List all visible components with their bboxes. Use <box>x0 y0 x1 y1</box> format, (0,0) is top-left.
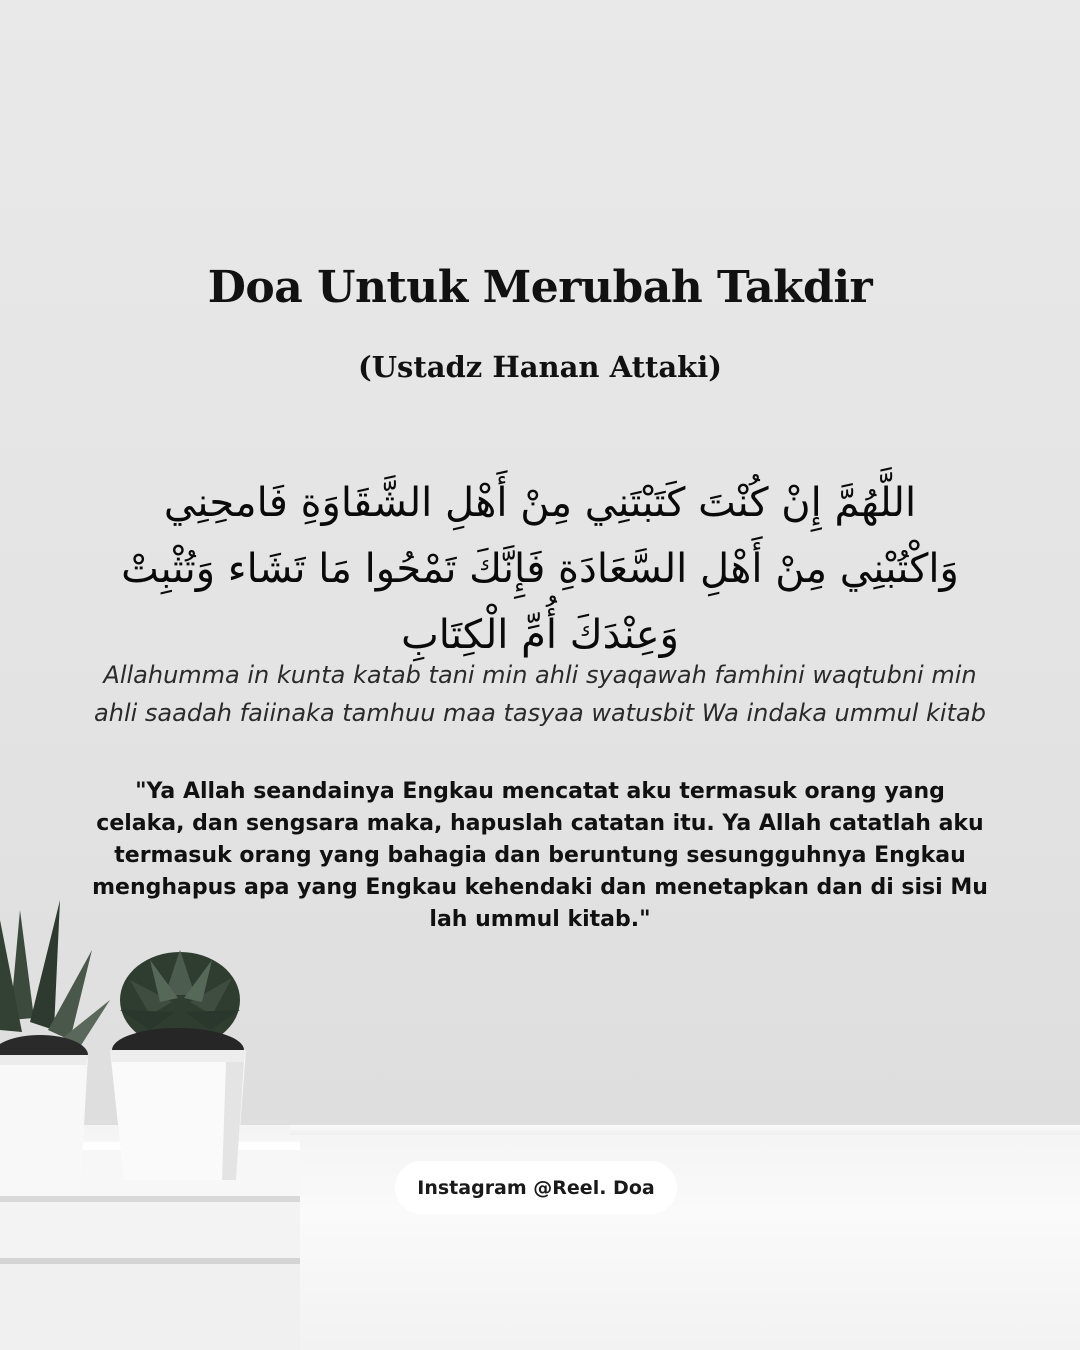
succulent-plant-icon <box>110 950 246 1180</box>
translation-text: "Ya Allah seandainya Engkau mencatat aku termasuk orang yang celaka, dan sengsara maka, hapuslah catatan itu. Ya Allah catatlah aku termasuk orang yang bahagia dan beruntung sesungguhnya Engkau menghapus apa yang Engkau kehendaki dan menetapkan dan di sisi Mu lah ummul kitab." <box>92 779 988 932</box>
page-subtitle: (Ustadz Hanan Attaki) <box>357 350 722 384</box>
page-title: Doa Untuk Merubah Takdir <box>207 262 873 313</box>
plants-illustration <box>0 890 320 1350</box>
transliteration-text: Allahumma in kunta katab tani min ahli syaqawah famhini waqtubni min ahli saadah faiinaka tamhuu maa tasyaa watusbit Wa indaka ummul kitab <box>94 661 986 727</box>
arabic-prayer-text: اللَّهُمَّ إِنْ كُنْتَ كَتَبْتَنِي مِنْ أَهْلِ الشَّقَاوَةِ فَامحِنِي وَاكْتُبْنِي مِنْ أَهْلِ السَّعَادَةِ فَإِنَّكَ تَمْحُوا مَا تَشَاء وَتُثْبِتْ وَعِنْدَكَ أُمِّ الْكِتَابِ <box>121 480 959 658</box>
instagram-handle: Instagram @Reel. Doa <box>417 1176 655 1199</box>
table-edge <box>290 1125 1080 1135</box>
instagram-badge <box>395 1161 677 1214</box>
